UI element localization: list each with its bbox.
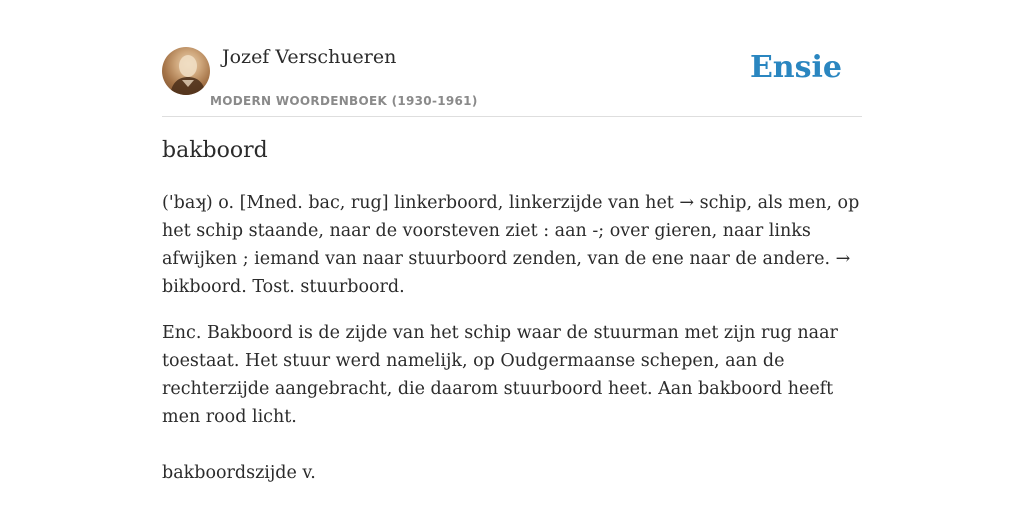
entry-derivative: bakboordszijde v. — [162, 463, 316, 483]
header — [162, 44, 862, 117]
avatar-portrait-icon — [162, 47, 210, 95]
entry-definition: ('baʞ) o. [Mned. bac, rug] linkerboord, linkerzijde van het → schip, als men, op het schip staande, naar de voorsteven ziet : aan -; over gieren, naar links afwijken ; iemand van naar stuurboord zenden, van de ene naar de andere. → bikboord. Tost. stuurboord. — [162, 193, 860, 297]
entry-headword: bakboord — [162, 138, 268, 163]
brand-logo[interactable]: Ensie — [749, 50, 842, 85]
author-name[interactable]: Jozef Verschueren — [222, 46, 397, 68]
entry-content — [162, 138, 862, 487]
author-avatar[interactable] — [162, 47, 210, 95]
source-label: MODERN WOORDENBOEK (1930-1961) — [210, 94, 478, 108]
entry-encyclopedic-note: Enc. Bakboord is de zijde van het schip waar de stuurman met zijn rug naar toestaat. Het stuur werd namelijk, op Oudgermaanse schepen, aan de rechterzijde aangebracht, die daarom stuurboord heet. Aan bakboord heeft men rood licht. — [162, 323, 838, 427]
